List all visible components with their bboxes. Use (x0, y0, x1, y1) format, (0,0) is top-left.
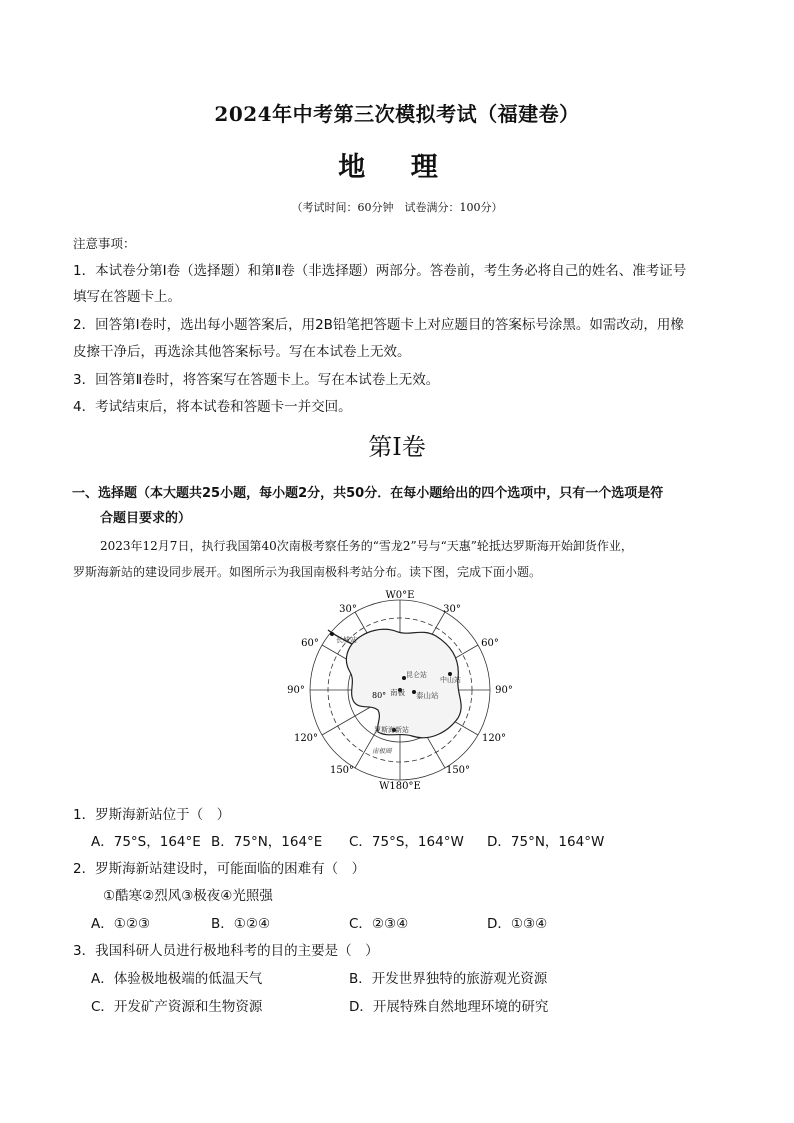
lon-label: 30° (339, 604, 357, 615)
question-2-option-d[interactable]: D．①③④ (487, 916, 548, 932)
question-2-option-c[interactable]: C．②③④ (349, 916, 409, 932)
station-label: 南极 (390, 688, 405, 697)
exam-title: 2024年中考第三次模拟考试（福建卷） (214, 102, 580, 126)
lon-label: 120° (293, 733, 319, 744)
question-1-option-b[interactable]: B．75°N，164°E (211, 834, 323, 850)
station-label: 泰山站 (416, 691, 439, 700)
question-1-option-a[interactable]: A．75°S，164°E (91, 834, 201, 850)
section-heading-cont: 合题目要求的） (100, 511, 192, 526)
question-1-stem: 1．罗斯海新站位于（ ） (73, 807, 231, 823)
question-1-option-c[interactable]: C．75°S，164°W (349, 834, 464, 850)
question-3-option-c[interactable]: C．开发矿产资源和生物资源 (91, 999, 263, 1015)
arc-label: 南极圈 (372, 747, 392, 755)
question-2-stem: 2．罗斯海新站建设时，可能面临的困难有（ ） (73, 861, 366, 877)
station-label: 昆仑站 (406, 671, 427, 679)
question-2-option-b[interactable]: B．①②④ (211, 916, 271, 932)
antarctic-map (280, 586, 520, 792)
lon-label: 60° (301, 638, 319, 649)
notice-line: 1．本试卷分第Ⅰ卷（选择题）和第Ⅱ卷（非选择题）两部分。答卷前，考生务必将自己的姓名、准考证号 (73, 263, 687, 279)
notice-line: 皮擦干净后，再选涂其他答案标号。写在本试卷上无效。 (73, 344, 411, 360)
notice-heading: 注意事项： (73, 236, 136, 251)
notice-line: 填写在答题卡上。 (73, 289, 181, 305)
lon-label: 150° (445, 765, 471, 776)
question-1-option-d[interactable]: D．75°N，164°W (487, 834, 605, 850)
question-3-option-d[interactable]: D．开展特殊自然地理环境的研究 (349, 999, 549, 1015)
notice-line: 2．回答第Ⅰ卷时，选出每小题答案后，用2B铅笔把答题卡上对应题目的答案标号涂黑。如需改动，用橡 (73, 317, 684, 333)
intro-text: 罗斯海新站的建设同步展开。如图所示为我国南极科考站分布。读下图，完成下面小题。 (73, 565, 542, 579)
lon-label: 150° (329, 765, 355, 776)
subject-title: 地 理 (338, 152, 456, 183)
station-dot (330, 632, 334, 636)
question-3-option-a[interactable]: A．体验极地极端的低温天气 (91, 971, 263, 987)
lon-label: 90° (287, 685, 305, 696)
question-3-stem: 3．我国科研人员进行极地科考的目的主要是（ ） (73, 943, 379, 959)
lat-label: 80° (372, 691, 387, 700)
notice-line: 3．回答第Ⅱ卷时，将答案写在答题卡上。写在本试卷上无效。 (73, 372, 440, 388)
notice-line: 4．考试结束后，将本试卷和答题卡一并交回。 (73, 399, 352, 415)
time-info: （考试时间：60分钟 试卷满分：100分） (291, 201, 503, 214)
lon-label: 60° (481, 638, 499, 649)
question-2-option-a[interactable]: A．①②③ (91, 916, 151, 932)
station-label: 中山站 (440, 676, 461, 684)
lon-label: 120° (481, 733, 507, 744)
question-3-option-b[interactable]: B．开发世界独特的旅游观光资源 (349, 971, 548, 987)
lon-label: W0°E (385, 590, 415, 601)
intro-text: 2023年12月7日，执行我国第40次南极考察任务的“雪龙2”号与“天惠”轮抵达罗斯海开始卸货作业， (100, 539, 633, 553)
question-2-sub: ①酷寒②烈风③极夜④光照强 (103, 888, 273, 904)
station-label: 罗斯海新站 (374, 726, 409, 734)
lon-label: 30° (443, 604, 461, 615)
part-title: 第Ⅰ卷 (368, 433, 426, 461)
station-label: 长城站 (336, 636, 357, 644)
lon-label: 90° (495, 685, 513, 696)
section-heading: 一、选择题（本大题共25小题，每小题2分，共50分．在每小题给出的四个选项中，只有一个选项是符 (72, 486, 664, 501)
lon-label: W180°E (379, 781, 421, 792)
